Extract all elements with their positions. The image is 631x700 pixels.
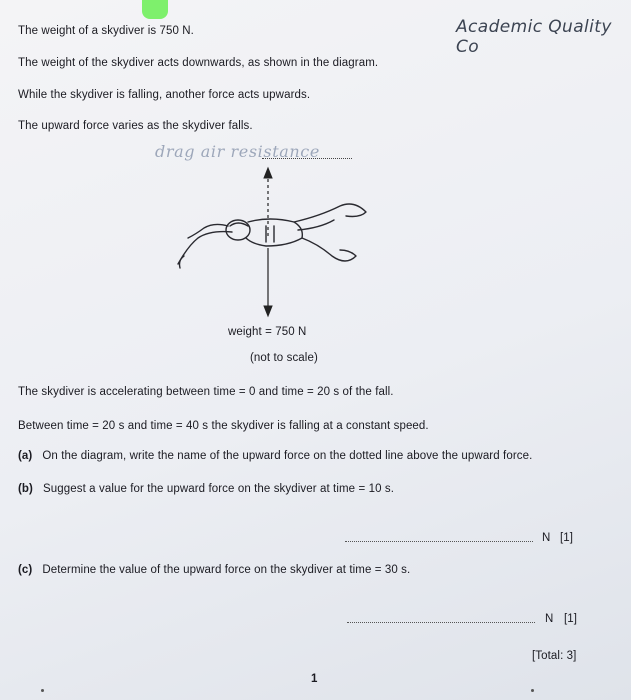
- answer-c-marks: [1]: [564, 613, 578, 625]
- question-a-text: On the diagram, write the name of the upward force on the dotted line above the upward force.: [42, 450, 533, 462]
- answer-b-unit: N: [542, 532, 551, 544]
- upward-force-label-line: [262, 158, 352, 159]
- watermark: Academic Quality Co: [456, 17, 612, 57]
- skydiver-diagram: [170, 160, 380, 320]
- intro-line-1: The weight of a skydiver is 750 N.: [18, 25, 194, 37]
- answer-line-c[interactable]: [347, 622, 535, 623]
- question-a: [18, 450, 532, 462]
- speck: [531, 689, 534, 692]
- context-line-1: The skydiver is accelerating between time = 0 and time = 20 s of the fall.: [18, 386, 394, 398]
- question-c: [18, 564, 410, 576]
- skydiver-figure: [178, 204, 366, 268]
- answer-c-unit: N: [545, 613, 554, 625]
- question-a-tag: (a): [18, 450, 33, 462]
- question-b-tag: (b): [18, 483, 33, 495]
- question-c-text: Determine the value of the upward force on the skydiver at time = 30 s.: [42, 564, 411, 576]
- upward-arrow: [264, 168, 272, 236]
- intro-line-3: While the skydiver is falling, another force acts upwards.: [18, 89, 311, 101]
- page-number: 1: [311, 673, 318, 685]
- answer-b-marks: [1]: [560, 532, 574, 544]
- context-line-2: Between time = 20 s and time = 40 s the skydiver is falling at a constant speed.: [18, 420, 429, 432]
- answer-line-b[interactable]: [345, 541, 533, 542]
- weight-label: weight = 750 N: [228, 326, 307, 338]
- question-b-text: Suggest a value for the upward force on the skydiver at time = 10 s.: [42, 483, 395, 495]
- handwritten-answer: drag air resistance: [155, 142, 320, 161]
- not-to-scale-note: (not to scale): [250, 352, 318, 364]
- speck: [41, 689, 44, 692]
- question-b: [18, 483, 394, 495]
- intro-line-4: The upward force varies as the skydiver falls.: [18, 120, 253, 132]
- intro-line-2: The weight of the skydiver acts downwards, as shown in the diagram.: [18, 57, 379, 69]
- total-marks: [Total: 3]: [532, 650, 577, 662]
- question-c-tag: (c): [18, 564, 33, 576]
- downward-arrow: [264, 248, 272, 316]
- green-tab-marker: [142, 0, 168, 19]
